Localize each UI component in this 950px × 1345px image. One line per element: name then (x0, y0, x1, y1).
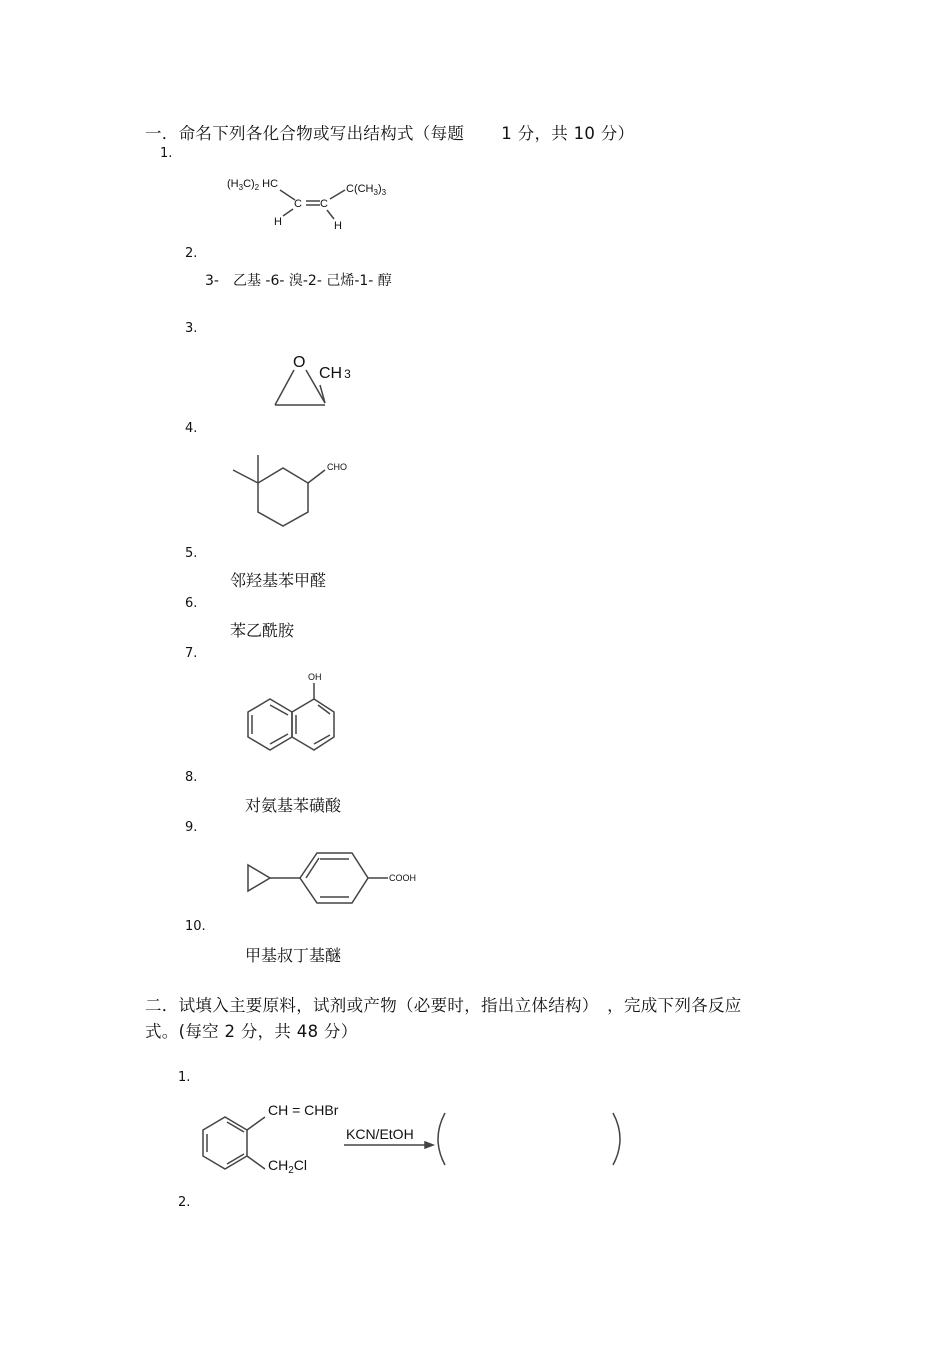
item-8-name: 对氨基苯磺酸 (245, 796, 342, 815)
item-10-number: 10. (185, 919, 206, 934)
s1-h2: H (334, 220, 342, 232)
s1-h1: H (274, 216, 282, 228)
s7-oh: OH (308, 672, 322, 682)
structure-4-cyclohexane (225, 448, 365, 538)
item-1-number: 1. (160, 146, 173, 161)
r1-vinyl-group: CH = CHBr (268, 1102, 339, 1118)
s1-right-group: $C(CH_3)_3$ (346, 183, 387, 197)
r1-answer-paren-right (613, 1113, 620, 1165)
section-1-heading-text: 一．命名下列各化合物或写出结构式（每题 (145, 124, 465, 143)
s4-cho: CHO (327, 462, 347, 472)
section-1-heading (145, 120, 634, 144)
structure-1-alkene (220, 170, 410, 240)
item-2-name: 3- 乙基 -6- 溴-2- 己烯-1- 醇 (205, 273, 392, 289)
reaction-1-scheme (195, 1095, 635, 1180)
r1-chloromethyl: $CH_2Cl$ (268, 1157, 308, 1176)
s1-c1: C (294, 198, 302, 210)
section-2-heading-line1: 二．试填入主要原料，试剂或产物（必要时，指出立体结构） ，完成下列各反应 (145, 996, 742, 1015)
item-6-name: 苯乙酰胺 (230, 621, 295, 640)
item-9-number: 9. (185, 820, 198, 835)
structure-7-naphthol (240, 670, 350, 760)
s3-oxygen: O (293, 354, 306, 371)
item-7-number: 7. (185, 646, 198, 661)
item-10-name: 甲基叔丁基醚 (245, 946, 342, 965)
structure-3-epoxide (260, 345, 370, 415)
reaction-1-number: 1. (178, 1070, 191, 1085)
item-5-name: 邻羟基苯甲醛 (230, 571, 327, 590)
s1-c2: C (320, 198, 328, 210)
r1-reagent: KCN/EtOH (346, 1126, 414, 1142)
item-6-number: 6. (185, 596, 198, 611)
item-8-number: 8. (185, 770, 198, 785)
section-1-heading-score: 1 分，共 10 分） (501, 124, 635, 143)
r1-answer-paren-left (438, 1113, 445, 1165)
section-2-heading-line2: 式。(每空 2 分，共 48 分） (145, 1022, 358, 1041)
s3-methyl: CH 3 (319, 365, 351, 382)
item-4-number: 4. (185, 421, 198, 436)
item-3-number: 3. (185, 321, 198, 336)
structure-9-cyclopropylbenzoic-acid (240, 845, 430, 915)
s9-cooh: COOH (389, 873, 416, 883)
item-5-number: 5. (185, 546, 198, 561)
item-2-number: 2. (185, 246, 198, 261)
s1-left-group: $(H_3C)_2$ HC (227, 178, 279, 192)
reaction-2-number: 2. (178, 1195, 191, 1210)
